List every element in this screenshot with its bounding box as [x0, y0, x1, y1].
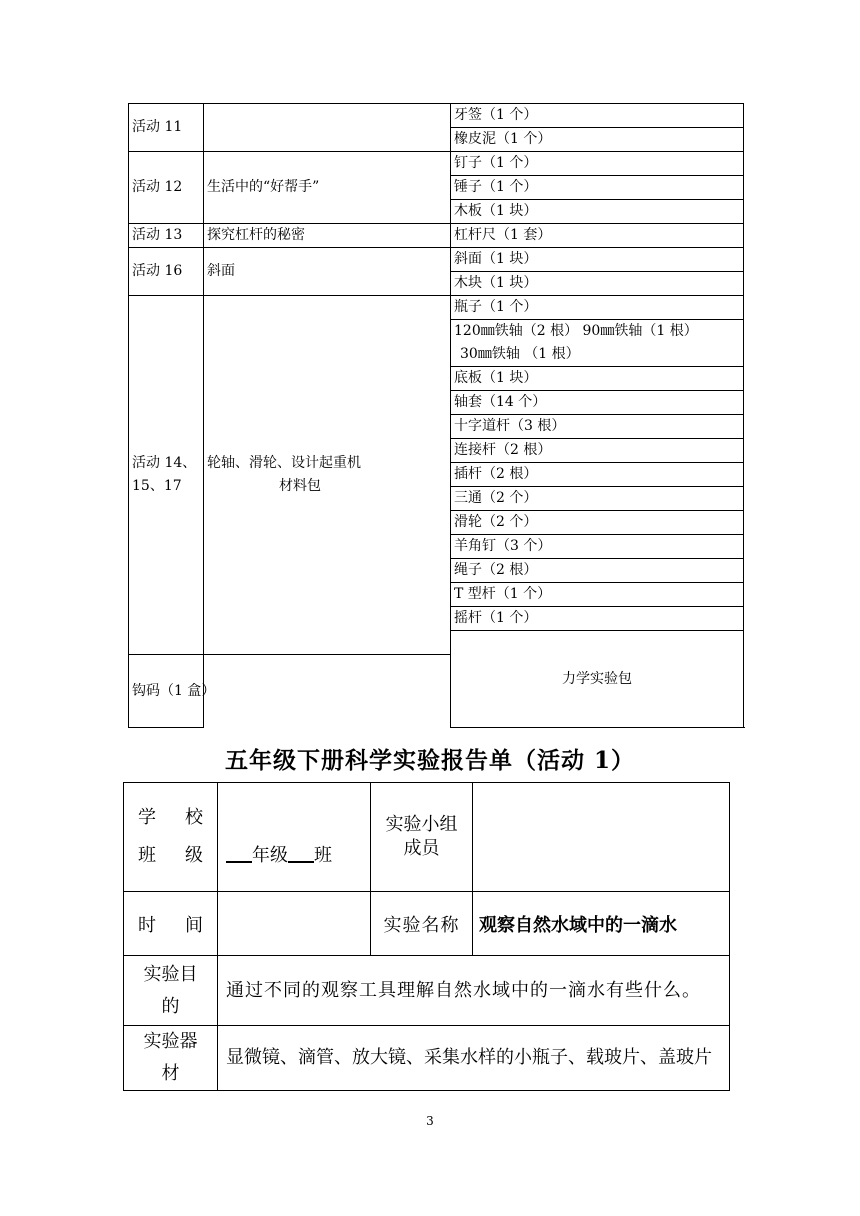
- table-row: [129, 104, 744, 128]
- material-cell: [451, 320, 744, 367]
- equipment-value: 显微镜、滴管、放大镜、采集水样的小瓶子、载玻片、盖玻片: [218, 1026, 730, 1091]
- activity-cell: 活动 12: [129, 152, 204, 224]
- table-row: [124, 783, 730, 892]
- activity-name-line: 轮轴、滑轮、设计起重机: [207, 455, 361, 471]
- activity-cell: 活动 16: [129, 248, 204, 296]
- material-line: 120㎜铁轴（2 根） 90㎜铁轴（1 根）: [454, 323, 698, 339]
- activity-line: 15、17: [132, 478, 182, 494]
- class-text: 班: [314, 845, 332, 866]
- table-row: [129, 152, 744, 176]
- material-cell: 钉子（1 个）: [451, 152, 744, 176]
- material-cell: 木块（1 块）: [451, 272, 744, 296]
- table-row: [129, 296, 744, 320]
- material-cell: 锤子（1 个）: [451, 176, 744, 200]
- material-cell: 羊角钉（3 个）: [451, 535, 744, 559]
- purpose-label: 实验目 的: [124, 956, 218, 1026]
- materials-table: [128, 103, 744, 728]
- time-label-cell: [124, 892, 218, 956]
- material-cell: 绳子（2 根）: [451, 559, 744, 583]
- grade-blank[interactable]: [226, 843, 252, 863]
- activity-cell: 活动 11: [129, 104, 204, 152]
- material-cell: 杠杆尺（1 套）: [451, 224, 744, 248]
- equipment-label: 实验器 材: [124, 1026, 218, 1091]
- table-row: [129, 224, 744, 248]
- activity-cell: [129, 296, 204, 655]
- page-number: 3: [426, 1114, 434, 1128]
- activity-line: 活动 14、: [132, 455, 197, 471]
- activity-name-line: 材料包: [279, 478, 321, 494]
- material-cell: 木板（1 块）: [451, 200, 744, 224]
- material-cell: 钩码（1 盒）: [129, 655, 204, 728]
- school-label: 学 校: [138, 807, 203, 828]
- material-cell: 橡皮泥（1 个）: [451, 128, 744, 152]
- class-blank[interactable]: [288, 843, 314, 863]
- material-cell: 瓶子（1 个）: [451, 296, 744, 320]
- material-cell: T 型杆（1 个）: [451, 583, 744, 607]
- table-row: [124, 892, 730, 956]
- material-cell: 底板（1 块）: [451, 367, 744, 391]
- activity-name-cell: [204, 296, 451, 655]
- table-row: [129, 248, 744, 272]
- experiment-name-label: 实验名称: [371, 892, 473, 956]
- activity-name-cell: 探究杠杆的秘密: [204, 224, 451, 248]
- material-cell: 斜面（1 块）: [451, 248, 744, 272]
- time-label: 时 间: [138, 914, 203, 936]
- activity-name-cell: [204, 104, 451, 152]
- school-class-label-cell: [124, 783, 218, 892]
- grade-text: 年级: [252, 845, 288, 866]
- kit-name-cell: 力学实验包: [451, 631, 744, 728]
- material-cell: 牙签（1 个）: [451, 104, 744, 128]
- class-label: 班 级: [138, 845, 203, 866]
- material-cell: 插杆（2 根）: [451, 463, 744, 487]
- material-cell: 十字道杆（3 根）: [451, 415, 744, 439]
- material-cell: 摇杆（1 个）: [451, 607, 744, 631]
- material-cell: 三通（2 个）: [451, 487, 744, 511]
- table-row: [124, 956, 730, 1026]
- material-cell: 轴套（14 个）: [451, 391, 744, 415]
- purpose-value: 通过不同的观察工具理解自然水域中的一滴水有些什么。: [218, 956, 730, 1026]
- experiment-name-value: 观察自然水域中的一滴水: [473, 892, 730, 956]
- grade-class-field[interactable]: [218, 783, 371, 892]
- group-members-label: 实验小组 成员: [371, 783, 473, 892]
- material-cell: 滑轮（2 个）: [451, 511, 744, 535]
- report-title: 五年级下册科学实验报告单（活动 1）: [224, 747, 635, 774]
- time-field[interactable]: [218, 892, 371, 956]
- activity-name-cell: 斜面: [204, 248, 451, 296]
- report-table: [123, 782, 730, 1091]
- group-members-field[interactable]: [473, 783, 730, 892]
- table-row: [124, 1026, 730, 1091]
- activity-cell: 活动 13: [129, 224, 204, 248]
- material-line: 30㎜铁轴 （1 根）: [460, 346, 580, 362]
- material-cell: 连接杆（2 根）: [451, 439, 744, 463]
- activity-name-cell: 生活中的“好帮手”: [204, 152, 451, 224]
